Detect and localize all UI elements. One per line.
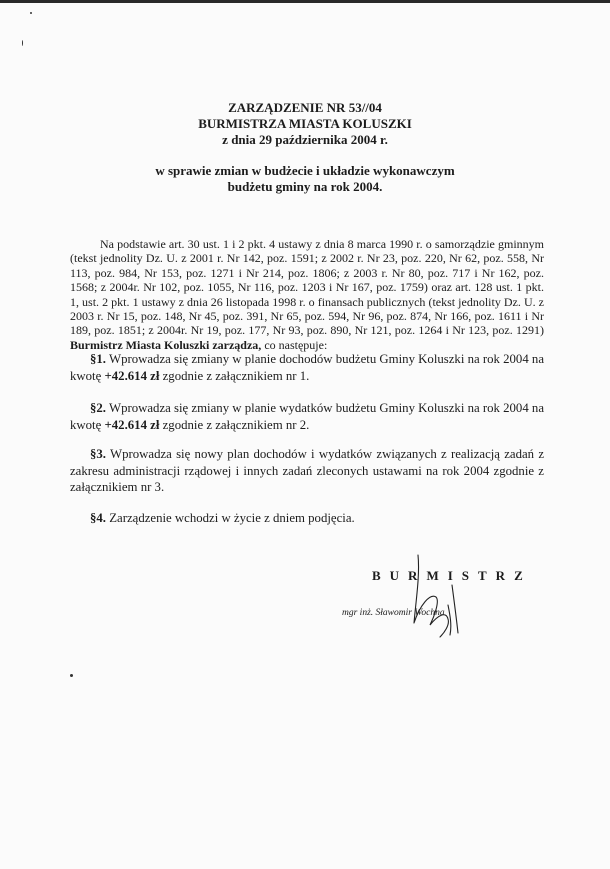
section-2-text-tail: zgodnie z załącznikiem nr 2. [162, 417, 310, 432]
section-3 [70, 446, 544, 496]
handwritten-signature [390, 545, 470, 645]
section-2 [70, 400, 544, 433]
signature-name: mgr inż. Sławomir Wochna [342, 608, 445, 618]
document-title: ZARZĄDZENIE NR 53//04 [228, 100, 382, 115]
scan-top-edge [0, 0, 610, 3]
section-1-text-tail: zgodnie z załącznikiem nr 1. [162, 368, 310, 383]
section-2-marker: §2. [90, 401, 106, 415]
section-2-text: Wprowadza się zmiany w planie wydatków budżetu Gminy Koluszki na rok 2004 na kwotę [70, 401, 545, 432]
subject-line-1: w sprawie zmian w budżecie i układzie wykonawczym [155, 163, 455, 178]
section-3-marker: §3. [90, 447, 106, 461]
legal-basis-paragraph [70, 237, 544, 352]
legal-basis-bold: Burmistrz Miasta Koluszki zarządza, [70, 337, 262, 352]
section-4 [70, 510, 544, 527]
document-subject [100, 163, 510, 195]
section-1-text: Wprowadza się zmiany w planie dochodów budżetu Gminy Koluszki na rok 2004 na kwotę [70, 352, 545, 383]
legal-basis-tail: co następuje: [264, 337, 328, 352]
scan-speck [22, 40, 23, 46]
signature-title: BURMISTRZ [372, 568, 532, 583]
document-header [100, 100, 510, 148]
section-1 [70, 351, 544, 384]
legal-basis-text: Na podstawie art. 30 ust. 1 i 2 pkt. 4 ustawy z dnia 8 marca 1990 r. o samorządzie gminnym (tekst jednolity Dz. U. z 2001 r. Nr 142, poz. 1591; z 2002 r. Nr 23, poz. 220, Nr 62, poz. 558, Nr 113, poz. 984, Nr 153, poz. 1271 i Nr 214, poz. 1806; z 2003 r. Nr 80, poz. 717 i Nr 162, poz. 1568; z 2004r. Nr 102, poz. 1055, Nr 116, poz. 1203 i Nr 167, poz. 1759) oraz art. 128 ust. 1 pkt. 1, ust. 2 pkt. 1 ustawy z dnia 26 listopada 1998 r. o finansach publicznych (tekst jednolity Dz. U. z 2003 r. Nr 15, poz. 148, Nr 45, poz. 391, Nr 65, poz. 594, Nr 96, poz. 874, Nr 166, poz. 1611 i Nr 189, poz. 1851; z 2004r. Nr 19, poz. 177, Nr 93, poz. 890, Nr 121, poz. 1264 i Nr 123, poz. 1291) [70, 237, 544, 338]
section-4-text: Zarządzenie wchodzi w życie z dniem podjęcia. [109, 511, 355, 525]
section-1-amount: +42.614 zł [104, 368, 160, 383]
document-date: z dnia 29 października 2004 r. [222, 132, 388, 147]
section-2-amount: +42.614 zł [104, 417, 160, 432]
document-issuer: BURMISTRZA MIASTA KOLUSZKI [198, 116, 412, 131]
scan-speck [30, 12, 32, 14]
section-1-marker: §1. [90, 352, 106, 366]
subject-line-2: budżetu gminy na rok 2004. [227, 179, 383, 194]
scan-speck [70, 674, 73, 677]
section-4-marker: §4. [90, 511, 106, 525]
section-3-text: Wprowadza się nowy plan dochodów i wydatków związanych z realizacją zadań z zakresu administracji rządowej i innych zadań zleconych ustawami na rok 2004 zgodnie z załącznikiem nr 3. [70, 447, 544, 494]
